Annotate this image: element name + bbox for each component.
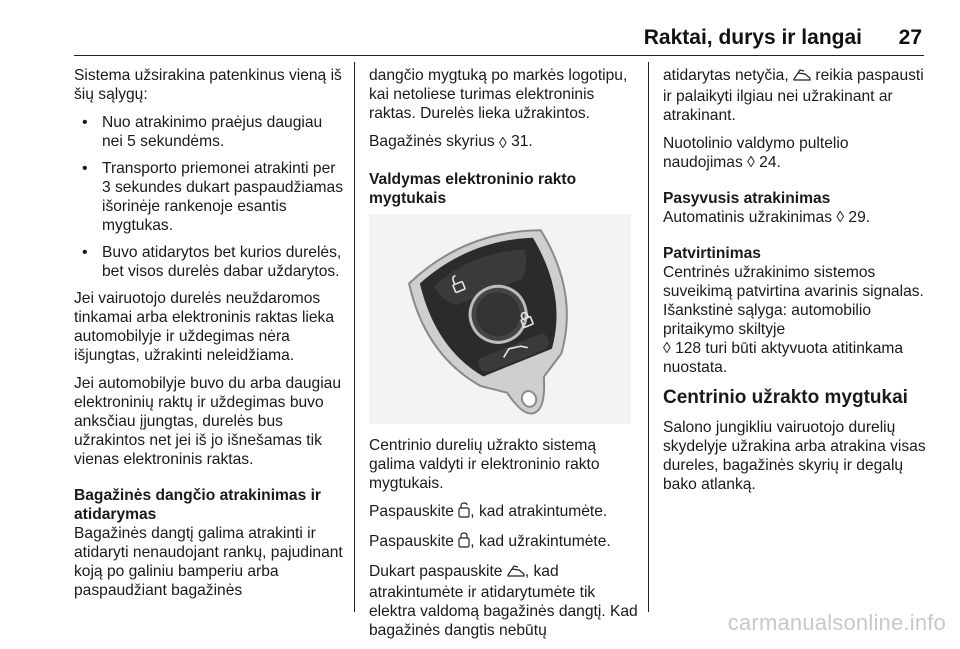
column-divider-2 <box>648 62 649 612</box>
key-fob-illustration <box>369 214 631 424</box>
unlock-icon <box>458 502 470 523</box>
reference-page: 31. <box>511 133 533 150</box>
instruction-text: Dukart paspauskite <box>369 563 503 580</box>
section-heading: Valdymas elektroninio rakto mygtukais <box>369 171 577 207</box>
list-item: • Buvo atidarytos bet kurios durelės, bet visos durelės dabar uždarytos. <box>74 243 346 281</box>
watermark: carmanualsonline.info <box>727 610 946 635</box>
paragraph-text: reikia paspausti ir palaikyti ilgiau nei užrakinant ar atrakinant. <box>663 67 924 124</box>
paragraph: Salono jungikliu vairuotojo durelių skydelyje užrakina arba atrakina visas dureles, bagažinės skyrių ir degalų bako atlanką. <box>663 419 926 493</box>
paragraph-text: Nuotolinio valdymo pultelio naudojimas <box>663 135 849 171</box>
trunk-icon <box>507 564 525 583</box>
paragraph <box>663 134 928 172</box>
lock-instruction <box>369 532 639 553</box>
column-1 <box>74 66 346 609</box>
reference-arrow-icon: ◊ <box>836 209 845 226</box>
column-2 <box>369 66 639 649</box>
header-rule <box>74 55 924 56</box>
paragraph <box>663 208 928 227</box>
paragraph: Jei automobilyje buvo du arba daugiau elektroninių raktų ir uždegimas buvo anksčiau įjungtas, durelės bus užrakintos net jei iš jo išnešamas tik vienas elektroninis raktas. <box>74 375 342 468</box>
reference-arrow-glyph: ◊ <box>499 135 507 152</box>
trunk-instruction <box>369 562 639 640</box>
paragraph <box>663 66 928 125</box>
paragraph-text: Automatinis užrakinimas <box>663 209 832 226</box>
page-number: 27 <box>898 26 922 49</box>
unlock-instruction <box>369 502 639 523</box>
major-heading: Centrinio užrakto mygtukai <box>663 387 908 408</box>
paragraph: dangčio mygtuką po markės logotipu, kai netoliese turimas elektroninis raktas. Durelės lieka užrakintos. <box>369 67 628 122</box>
section-title: Raktai, durys ir langai <box>643 26 862 49</box>
reference-arrow-icon <box>499 134 507 153</box>
column-3 <box>663 66 928 503</box>
reference-arrow-icon: ◊ <box>663 340 671 357</box>
instruction-text: , kad atrakintumėte ir atidarytumėte tik elektra valdomą bagažinės dangtį. Kad bagažinės dangtis nebūtų <box>369 563 638 639</box>
intro-text: Sistema užsirakina patenkinus vieną iš šių sąlygų: <box>74 67 342 103</box>
paragraph-text: 128 turi būti aktyvuota atitinkama nuostata. <box>663 340 904 376</box>
paragraph-text: Centrinės užrakinimo sistemos suveikimą patvirtina avarinis signalas. Išankstinė sąlyga: automobilio pritaikymo skiltyje <box>663 264 924 338</box>
paragraph-text: atidarytas netyčia, <box>663 67 789 84</box>
reference-page: 29. <box>848 209 871 226</box>
paragraph: Jei vairuotojo durelės neuždaromos tinkamai arba elektroninis raktas lieka automobilyje ir uždegimas nėra išjungtas, užrakinti neleidžiama. <box>74 290 335 364</box>
instruction-text: Paspauskite <box>369 503 454 520</box>
conditions-list <box>74 113 346 281</box>
paragraph: Bagažinės dangtį galima atrakinti ir atidaryti nenaudojant rankų, pajudinant koją po galiniu bamperiu arba paspaudžiant bagažinės <box>74 525 343 599</box>
reference-line <box>369 132 639 153</box>
page-header <box>74 26 924 56</box>
reference-text: Bagažinės skyrius <box>369 133 495 150</box>
reference-arrow-icon: ◊ <box>747 154 755 171</box>
instruction-text: , kad atrakintumėte. <box>470 503 608 520</box>
lock-icon <box>458 532 470 553</box>
section-heading: Bagažinės dangčio atrakinimas ir atidarymas <box>74 487 321 523</box>
instruction-text: Paspauskite <box>369 533 454 550</box>
section-heading: Pasyvusis atrakinimas <box>663 190 831 207</box>
section-heading: Patvirtinimas <box>663 245 761 262</box>
column-divider-1 <box>354 62 355 612</box>
paragraph <box>663 263 928 377</box>
trunk-icon <box>793 68 811 87</box>
key-fob-image <box>369 214 631 424</box>
reference-page: 24. <box>759 154 781 171</box>
list-item: • Transporto priemonei atrakinti per 3 sekundes dukart paspaudžiamas išorinėje rankenoje esantis mygtukas. <box>74 159 346 235</box>
list-item: • Nuo atrakinimo praėjus daugiau nei 5 sekundėms. <box>74 113 346 151</box>
instruction-text: , kad užrakintumėte. <box>470 533 611 550</box>
paragraph: Centrinio durelių užrakto sistemą galima valdyti ir elektroninio rakto mygtukais. <box>369 437 600 492</box>
